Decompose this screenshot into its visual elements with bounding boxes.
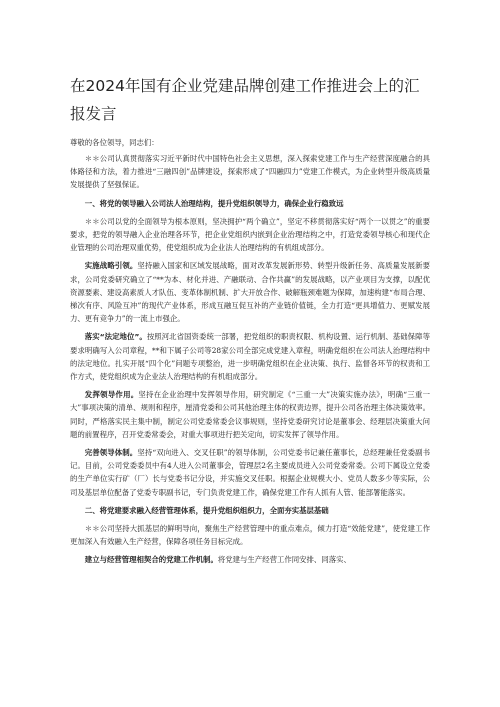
section-heading-2: 二、将党建要求融入经营管理体系，提升党组织组织力，全面夯实基层基础 xyxy=(84,505,329,515)
paragraph-6: ＊＊公司坚持大抓基层的鲜明导向，聚焦生产经营管理中的重点难点，倾力打造“效能党建”，使党建工作更加深入有效融入生产经营，保障各项任务目标完成。 xyxy=(70,524,430,547)
paragraph-1: ＊＊公司以党的全面领导为根本原则，坚决拥护“两个确立”，坚定不移贯彻落实好“两个一以贯之”的重要要求，把党的领导融入企业治理各环节，把企业党组织内嵌到企业治理结构之中，打造党委领导核心和现代企业管理的公司治理双重优势，使党组织成为企业法人治理结构的有机组成部分。 xyxy=(70,216,430,253)
paragraph-3 xyxy=(70,330,430,383)
paragraph-4 xyxy=(70,388,430,441)
paragraph-2-lead: 实施战略引领。 xyxy=(84,261,138,271)
paragraph-2 xyxy=(70,259,430,325)
paragraph-7-lead: 建立与经营管理相契合的党建工作机制。 xyxy=(84,555,218,565)
paragraph-7 xyxy=(70,553,430,566)
paragraph-7-text: 将党建与生产经营工作同安排、同落实、 xyxy=(217,555,351,565)
section-heading-1: 一、将党的领导融入公司法人治理结构，提升党组织领导力，确保企业行稳致远 xyxy=(84,198,344,208)
paragraph-4-lead: 发挥领导作用。 xyxy=(84,390,139,400)
paragraph-5-lead: 完善领导体制。 xyxy=(84,448,138,458)
paragraph-5-text: 坚持“双向进入、交叉任职”的领导体制，公司党委书记兼任董事长，总经理兼任党委副书记。目前，公司党委委员中有4人进入公司董事会，管理层2名主要成员进入公司党委常委。公司下属设立党委的生产单位实行矿（厂）长与党委书记分设，并实施交叉任职。根据企业规模大小、党员人数多少等实际，公司及基层单位配备了党委专职副书记，专门负责党建工作，确保党建工作有人抓有人管、能部署能落实。 xyxy=(70,448,430,497)
paragraph-2-text: 坚持融入国家和区域发展战略，面对改革发展新形势、转型升级新任务、高质量发展新要求，公司党委研究确立了“**为本、材化并进、产融联动、合作共赢”的发展战略，以产业项目为支撑，以配优资源要素、建设高素质人才队伍、变革体制机制、扩大开放合作、破解瓶颈难题为保障，加速构建“布局合理、梯次有序、风险互冲”的现代产业体系，形成互融互促互补的产业链价值链，全力打造“更具增值力、更赋发展力、更有竞争力”的一流上市强企。 xyxy=(70,261,430,324)
paragraph-5 xyxy=(70,446,430,499)
intro-paragraph: ＊＊公司认真贯彻落实习近平新时代中国特色社会主义思想，深入探索党建工作与生产经营深度融合的具体路径和方法，着力推进“三融四创”品牌建设，探索形成了“四融四力”党建工作模式，为企业转型升级高质量发展提供了坚强保证。 xyxy=(70,154,430,190)
paragraph-3-lead: 落实“法定地位”。 xyxy=(84,332,147,342)
document-title: 在2024年国有企业党建品牌创建工作推进会上的汇报发言 xyxy=(70,77,420,123)
paragraph-4-text: 坚持在企业治理中发挥领导作用，研究制定《“三重一大”决策实施办法》，明确“三重一大”事项决策的清单、规则和程序，厘清党委和公司其他治理主体的权责边界，提升公司各治理主体决策效率。同时，严格落实民主集中制，制定公司党委常委会议事规则，坚持党委研究讨论是董事会、经理层决策重大问题的前置程序，召开党委常委会，对重大事项进行把关定向，切实发挥了领导作用。 xyxy=(70,390,430,439)
paragraph-3-text: 按照河北省国资委统一部署，把党组织的职责权限、机构设置、运行机制、基础保障等要求明确写入公司章程，**和下属子公司等28家公司全部完成党建入章程，明确党组织在公司法人治理结构中的法定地位。扎实开展“四个化”问题专项整治，进一步明确党组织在企业决策、执行、监督各环节的权责和工作方式，使党组织成为企业法人治理结构的有机组成部分。 xyxy=(70,332,430,382)
salutation: 尊敬的各位领导，同志们： xyxy=(70,138,159,147)
